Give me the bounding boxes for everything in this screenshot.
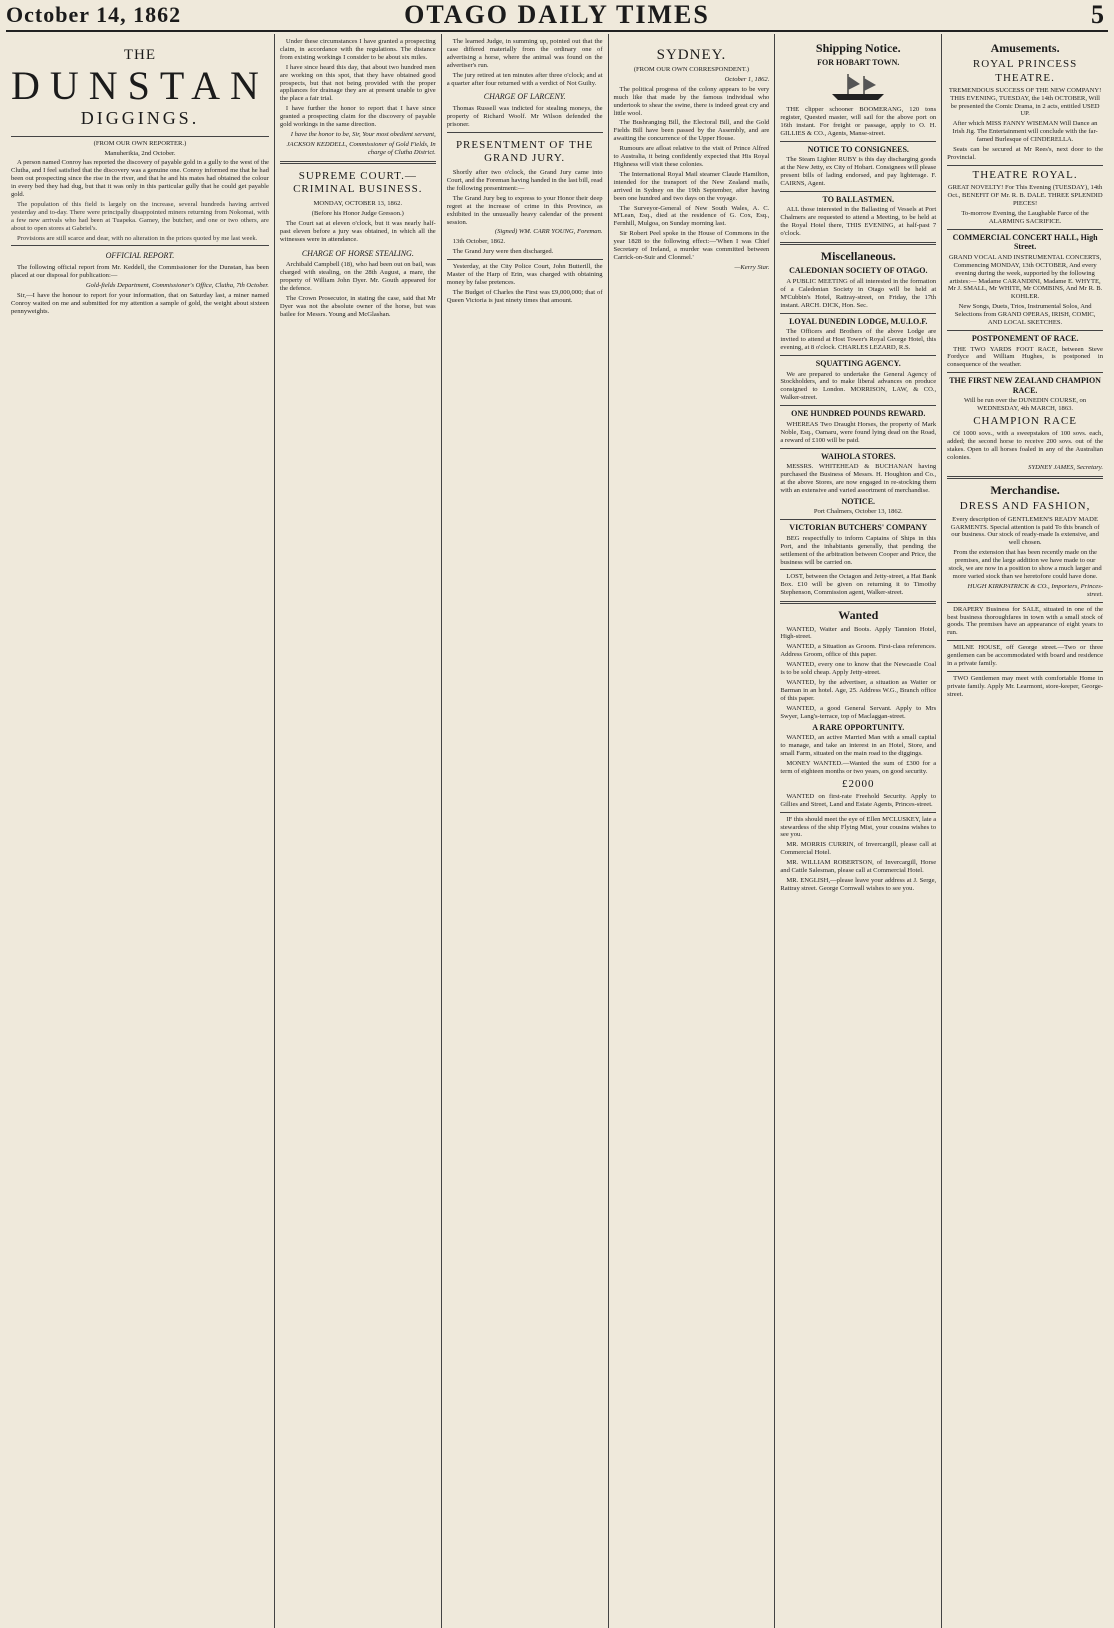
ad-text: MILNE HOUSE, off George street.—Two or three gentlemen can be accommodated with board and residence in a private family.	[947, 644, 1103, 668]
ad-text: WANTED, every one to know that the Newcastle Coal is to be sold cheap. Apply Jetty-street.	[780, 661, 937, 677]
correspondent-line: (FROM OUR OWN CORRESPONDENT.)	[633, 66, 750, 73]
divider	[280, 161, 436, 164]
ad-text: Every description of GENTLEMEN'S READY MADE GARMENTS. Special attention is paid To this branch of our business. Our stock of ready-made Is extensive, and well chosen.	[950, 515, 1100, 547]
sitting-date: MONDAY, OCTOBER 13, 1862.	[313, 200, 403, 208]
divider	[780, 601, 936, 604]
column-4	[608, 34, 775, 1628]
article-paragraph: I have further the honor to report that I have since granted a prospecting claim for the discovery of payable gold workings in the same direction.	[279, 105, 436, 129]
wanted-heading: Wanted	[838, 608, 879, 623]
column-3	[441, 34, 608, 1628]
ad-text: TREMENDOUS SUCCESS OF THE NEW COMPANY! THIS EVENING, TUESDAY, the 14th OCTOBER, Will be presented the Comic Drama, in 2 acts, entitled USED UP.	[948, 86, 1102, 118]
champion-heading: THE FIRST NEW ZEALAND CHAMPION RACE.	[949, 376, 1101, 395]
ad-text: WANTED, Waiter and Boots. Apply Tannion Hotel, High-street.	[780, 625, 937, 641]
article-paragraph: The Grand Jury beg to express to your Honor their deep regret at the increase of crime in this Province, as exhibited in the unusually heavy calendar of the present session.	[446, 194, 603, 226]
official-report-heading: OFFICIAL REPORT.	[105, 251, 175, 261]
article-paragraph: The Court sat at eleven o'clock, but it was nearly half-past eleven before a jury was obtained, in which all the witnesses were in attendance.	[279, 219, 436, 243]
charge-heading: CHARGE OF HORSE STEALING.	[301, 248, 414, 258]
the-label: THE	[123, 47, 157, 63]
article-paragraph: Provisions are still scarce and dear, with no alteration in the prices quoted by me last week.	[17, 234, 258, 242]
divider	[780, 519, 936, 520]
ad-text: LOST, between the Octagon and Jetty-street, a Hat Bank Box. £10 will be given on returning it to Timothy Stephenson, Commission agent, Walker-street.	[780, 573, 937, 597]
ad-text: To-morrow Evening, the Laughable Farce of the ALARMING SACRIFICE.	[961, 209, 1089, 225]
ad-text: MR. ENGLISH,—please leave your address at J. Serge, Rattray street. George Cornwall wishes to see you.	[780, 876, 937, 892]
butchers-heading: VICTORIAN BUTCHERS' COMPANY	[789, 523, 928, 533]
ad-text: GRAND VOCAL AND INSTRUMENTAL CONCERTS, Commencing MONDAY, 13th OCTOBER, And every evening during the week, supported by the following artistes:— Madame CARANDINI, Madame E. WHYTE, Mr J. SMALL, Mr WHITE, Mr COMBINS, And Mr R. B. KOHLER.	[947, 253, 1103, 301]
article-paragraph: I have since heard this day, that about two hundred men are working on this spot, that they have obtained good prospects, but that not being provided with the proper appliances for drainage they are at present unable to give the place a fair trial.	[279, 63, 436, 103]
dunstan-heading: DUNSTAN	[11, 63, 269, 108]
article-paragraph: The learned Judge, in summing up, pointed out that the case differed materially from the ordinary one of advertising a horse, where the animal was found on the advertiser's run.	[446, 38, 603, 69]
office-line: Gold-fields Department, Commissioner's Office, Clutha, 7th October.	[85, 281, 269, 289]
signature: JACKSON KEDDELL, Commissioner of Gold Fields, In charge of Clutha District.	[286, 140, 436, 156]
divider	[780, 448, 936, 449]
signature: I have the honor to be, Sir, Your most obedient servant,	[290, 130, 436, 138]
miscellaneous-heading: Miscellaneous.	[820, 249, 896, 264]
column-1	[6, 34, 274, 1628]
ad-text: BEG respectfully to inform Captains of Ships in this Port, and the inhabitants generally, that pending the settlement of the arbitration between Cooper and Price, the business will be carried on.	[780, 534, 937, 566]
divider	[780, 569, 936, 570]
article-paragraph: Thomas Russell was indicted for stealing moneys, the property of Richard Woolf. Mr Wilson defended the prisoner.	[446, 105, 603, 128]
ad-text: IF this should meet the eye of Ellen M'CLUSKEY, late a stewardess of the ship Flying Mist, your cousins wishes to see you.	[780, 815, 937, 839]
caledonian-heading: CALEDONIAN SOCIETY OF OTAGO.	[789, 266, 928, 276]
ad-text: The Officers and Brothers of the above Lodge are invited to attend at Host Tower's Royal George Hotel, this evening, at 8 o'clock. CHARLES LEZARD, R.S.	[780, 328, 937, 352]
hobart-heading: FOR HOBART TOWN.	[817, 58, 900, 68]
merchandise-heading: Merchandise.	[990, 483, 1060, 498]
page-number: 5	[1091, 0, 1104, 29]
signature: (Signed) WM. CARR YOUNG, Foreman.	[494, 228, 603, 236]
article-paragraph: The International Royal Mail steamer Claude Hamilton, intended for the transport of the New Zealand mails, arrived in Sydney on the 19th September, after having been one hundred and two days on the voyage.	[613, 170, 770, 202]
ad-text: New Songs, Duets, Trios, Instrumental Solos, And Selections from GRAND OPERAS, IRISH, COMIC, AND LOCAL SKETCHES.	[954, 303, 1096, 327]
article-paragraph: Under these circumstances I have granted a prospecting claim, in accordance with the regulations. The distance from existing workings I consider to be about six miles.	[279, 38, 436, 61]
supreme-court-heading: SUPREME COURT.—CRIMINAL BUSINESS.	[293, 169, 423, 195]
date-line: October 1, 1862.	[724, 75, 770, 83]
masthead	[6, 0, 1108, 32]
newspaper-title: OTAGO DAILY TIMES	[404, 0, 710, 29]
squatting-heading: SQUATTING AGENCY.	[815, 358, 901, 368]
money-amount: £2000	[842, 777, 875, 790]
divider	[447, 259, 603, 260]
divider	[780, 405, 936, 406]
divider	[780, 355, 936, 356]
concert-hall-heading: COMMERCIAL CONCERT HALL, High Street.	[952, 232, 1098, 252]
before-judge: (Before his Honor Judge Gresson.)	[311, 209, 404, 217]
race-heading: POSTPONEMENT OF RACE.	[971, 333, 1079, 343]
ad-text: TWO Gentlemen may meet with comfortable Home in private family. Apply Mr. Learmont, store-keeper, George-street.	[947, 675, 1103, 698]
ad-text: MESSRS. WHITEHEAD & BUCHANAN having purchased the Business of Messrs. H. Houghton and Co., at the above Stores, are now engaged in re-stocking them with an extensive and varied assortment of merchandise.	[780, 463, 937, 494]
column-5	[774, 34, 941, 1628]
ad-text: THE TWO YARDS FOOT RACE, between Steve Fordyce and William Hughes, is postponed in consequence of the weather.	[947, 345, 1103, 369]
waihola-heading: WAIHOLA STORES.	[820, 451, 896, 461]
ad-text: Of 1000 sovs., with a sweepstakes of 100 sovs. each, added; the second horse to receive 200 sovs. out of the stakes. Open to all horses foaled in any of the Australian colonies.	[947, 430, 1103, 462]
article-paragraph: Rumours are afloat relative to the visit of Prince Alfred to Australia, it being confidently expected that His Royal Highness will visit these colonies.	[613, 145, 770, 168]
divider	[947, 602, 1103, 603]
ad-text: WANTED on first-rate Freehold Security. Apply to Gillies and Street, Land and Estate Agents, Princes-street.	[780, 792, 937, 808]
ad-text: WANTED, a Situation as Groom. First-class references. Address Groom, office of this paper.	[780, 643, 937, 659]
ad-text: WHEREAS Two Draught Horses, the property of Mark Noble, Esq., Oamaru, were found lying dead on the Road, a reward of £100 will be paid.	[780, 420, 937, 444]
article-paragraph: The population of this field is largely on the increase, several hundreds having arrived yesterday and to-day. There were principally disappointed miners returning from Nokomai, with a few new arrivals who had been at Tuapeka. Gamey, the butcher, and one or two others, are about to open stores at Gabriel's.	[11, 200, 269, 232]
article-paragraph: The political progress of the colony appears to be very much like that made by the famous individual who undertook to shear the swine, there is indeed great cry and little wool.	[613, 85, 770, 117]
column-6	[941, 34, 1108, 1628]
ad-text: GREAT NOVELTY! For This Evening (TUESDAY), 14th Oct., BENEFIT OF Mr. R. B. DALE. THREE SPLENDID PIECES!	[947, 184, 1103, 207]
diggings-heading: DIGGINGS.	[80, 108, 200, 128]
ad-text: WANTED, an active Married Man with a small capital to manage, and take an interest in an Hotel, Store, and small Farm, situated on the main road to the diggings.	[780, 734, 937, 757]
ad-text: A PUBLIC MEETING of all interested in the formation of a Caledonian Society in Otago will be held at M'Cubbin's Hotel, Rattray-street, on Friday, the 17th instant. ARCH. DICK, Hon. Sec.	[780, 278, 937, 309]
article-paragraph: Yesterday, at the City Police Court, John Butterill, the Master of the Harp of Erin, was charged with obtaining money by false pretences.	[446, 263, 603, 286]
ad-text: MONEY WANTED.—Wanted the sum of £300 for a term of eighteen months or two years, on good security.	[780, 759, 937, 775]
divider	[780, 141, 936, 142]
columns	[6, 34, 1108, 1628]
date-line: 13th October, 1862.	[452, 238, 506, 246]
divider	[947, 330, 1103, 331]
ad-text: DRAPERY Business for SALE, situated in one of the best business thoroughfares in town with a small stock of goods. The premises have an appearance of eight years to run.	[947, 605, 1103, 637]
article-paragraph: The Budget of Charles the First was £9,000,000; that of Queen Victoria is just ninety times that amount.	[446, 288, 603, 304]
ad-text: Seats can be secured at Mr Rees's, next door to the Provincial.	[947, 146, 1103, 162]
signature: HUGH KIRKPATRICK & CO., Importers, Princes-street.	[967, 582, 1103, 598]
ad-text: MR. MORRIS CURRIN, of Invercargill, please call at Commercial Hotel.	[780, 841, 937, 857]
divider	[447, 132, 603, 133]
ad-text: MR. WILLIAM ROBERTSON, of Invercargill, Horse and Cattle Salesman, please call at Commercial Hotel.	[780, 859, 937, 875]
ad-text: Will be run over the DUNEDIN COURSE, on WEDNESDAY, 4th MARCH, 1863.	[964, 397, 1087, 413]
amusements-heading: Amusements.	[990, 41, 1060, 55]
issue-date: October 14, 1862	[6, 2, 182, 27]
champion-race-title: CHAMPION RACE	[973, 415, 1077, 428]
article-paragraph: The Surveyor-General of New South Wales, A. C. M'Lean, Esq., died at the residence of G. Cox, Esq., Fernhill, Mulgoa, on Sunday morning last.	[613, 204, 770, 228]
article-paragraph: A person named Conroy has reported the discovery of payable gold in a gully to the west of the Clutha, and I feel satisfied that the discovery was a genuine one. Conroy informed me that he had been out prospecting since the rise in the river, and that he and his mates had obtained the colour in every bed they had dug, but that it was only in this particular gully that he could get payable gold.	[11, 159, 269, 199]
dress-heading: DRESS AND FASHION,	[959, 500, 1091, 513]
article-paragraph: The following official report from Mr. Keddell, the Commissioner for the Dunstan, has been placed at our disposal for publication:—	[11, 264, 269, 279]
divider	[780, 812, 936, 813]
ad-text: After which MISS FANNY WISEMAN Will Dance an Irish Jig. The Entertainment will conclude with the far-famed Burlesque of CINDERELLA.	[952, 120, 1098, 144]
divider	[780, 242, 936, 245]
dateline: Manuherikia, 2nd October.	[104, 149, 176, 157]
ballast-heading: TO BALLASTMEN.	[822, 194, 894, 204]
lodge-heading: LOYAL DUNEDIN LODGE, M.U.I.O.F.	[789, 316, 928, 326]
divider	[11, 136, 269, 137]
divider	[11, 245, 269, 246]
signature: SYDNEY JAMES, Secretary.	[1028, 464, 1103, 472]
ad-text: From the extension that has been recently made on the premises, and the large addition we have made to our stock, we are now in a position to show a much larger and more varied stock than we heretofore could have done.	[948, 549, 1102, 580]
article-paragraph: The Grand Jury were then discharged.	[452, 248, 554, 256]
ship-icon	[828, 72, 888, 102]
divider	[947, 476, 1103, 479]
divider	[780, 313, 936, 314]
article-paragraph: The Bushranging Bill, the Electoral Bill, and the Gold Fields Bill have been passed by the Assembly, and are awaiting the concurrence of the Upper House.	[613, 119, 770, 143]
article-paragraph: Sir Robert Peel spoke in the House of Commons in the year 1828 to the following effect:—'When I was Chief Secretary of Ireland, a murder was committed between Carrick-on-Suir and Clonmel.'	[613, 230, 770, 261]
reporter-line: (FROM OUR OWN REPORTER.)	[93, 139, 187, 147]
ad-text: THE clipper schooner BOOMERANG, 120 tons register, Quested master, will sail for the above port on 16th instant. For freight or passage, apply to O. H. GILLIES & CO., Agents, Manse-street.	[780, 105, 937, 137]
larceny-heading: CHARGE OF LARCENY.	[483, 92, 566, 102]
ad-text: WANTED, by the advertiser, a situation as Waiter or Barman in an hotel. Age, 25. Address W.G., Branch office of this paper.	[780, 678, 937, 702]
article-paragraph: The Crown Prosecutor, in stating the case, said that Mr Dyer was not the absolute owner of the horse, but was bailee for Messrs. Young and McGlashan.	[279, 294, 436, 318]
divider	[947, 671, 1103, 672]
divider	[780, 191, 936, 192]
ad-text: We are prepared to undertake the General Agency of Stockholders, and to make liberal advances on produce consigned to London. MORRISON, LAW, & CO., Walker-street.	[780, 370, 937, 402]
column-2	[274, 34, 441, 1628]
consignees-heading: NOTICE TO CONSIGNEES.	[807, 144, 909, 154]
sydney-heading: SYDNEY.	[656, 47, 727, 63]
grand-jury-heading: PRESENTMENT OF THE GRAND JURY.	[455, 138, 594, 164]
divider	[947, 165, 1103, 166]
divider	[947, 229, 1103, 230]
divider	[947, 640, 1103, 641]
ad-text: WANTED, a good General Servant. Apply to Mrs Swyer, Lang's-terrace, top of Maclaggan-street.	[780, 704, 937, 720]
notice-heading: NOTICE.	[841, 496, 876, 506]
article-paragraph: Shortly after two o'clock, the Grand Jury came into Court, and the Foreman having handed in the last bill, read the following presentment:—	[446, 169, 603, 192]
article-paragraph: Sir,—I have the honour to report for your information, that on Saturday last, a miner named Conroy waited on me and submitted for my attention a sample of gold, the weight about sixteen pennyweights.	[11, 291, 269, 315]
shipping-heading: Shipping Notice.	[815, 41, 901, 55]
article-paragraph: The jury retired at ten minutes after three o'clock; and at a quarter after four returned with a verdict of Not Guilty.	[446, 71, 603, 87]
ad-text: ALL those interested in the Ballasting of Vessels at Port Chalmers are requested to attend a Meeting, to be held at the Royal Hotel there, THIS EVENING, at half-past 7 o'clock.	[780, 206, 937, 238]
royal-princess-heading: ROYAL PRINCESS THEATRE.	[972, 58, 1078, 84]
notice-date: Port Chalmers, October 13, 1862.	[813, 508, 903, 516]
ad-text: The Steam Lighter RUBY is this day discharging goods at the New Jetty, ex City of Hobart. Consignees will please present bills of lading endorsed, and pay lighterage. F. CAIRNS, Agent.	[780, 156, 937, 187]
opportunity-heading: A RARE OPPORTUNITY.	[812, 722, 905, 732]
source-credit: —Kerry Star.	[734, 263, 770, 271]
divider	[947, 372, 1103, 373]
reward-heading: ONE HUNDRED POUNDS REWARD.	[791, 409, 926, 419]
theatre-royal-heading: THEATRE ROYAL.	[972, 168, 1078, 181]
article-paragraph: Archibald Campbell (18), who had been out on bail, was charged with stealing, on the 28th August, a mare, the property of William John Dyer. Mr. Gouth appeared for the defence.	[279, 261, 436, 292]
